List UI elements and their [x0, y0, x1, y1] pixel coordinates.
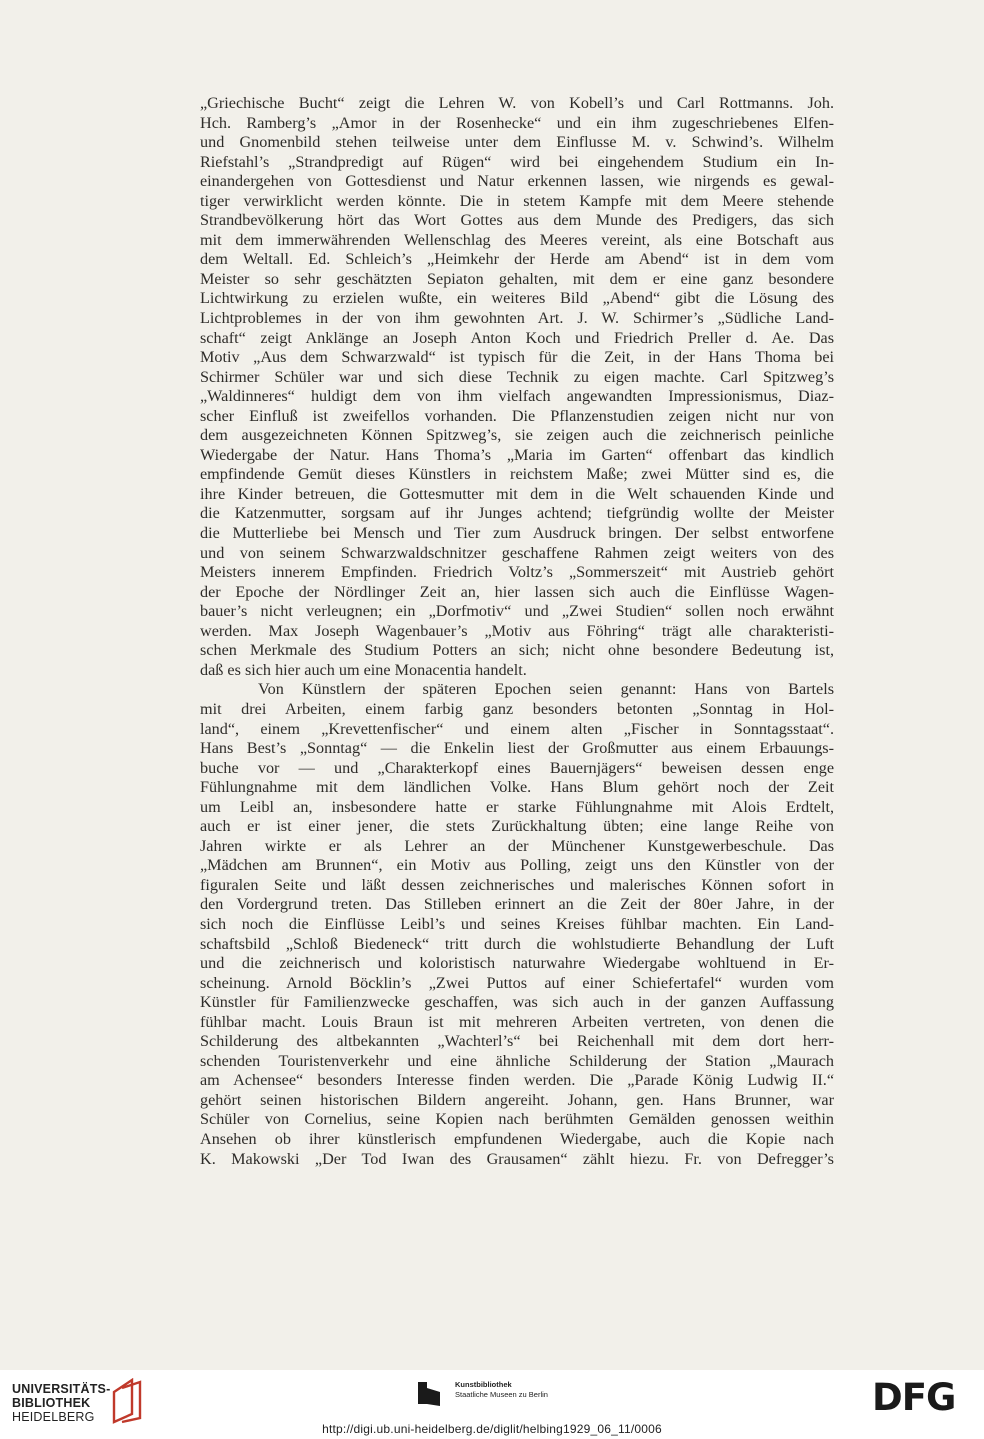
text-line: mit dem immerwährenden Wellenschlag des Meeres vereint, als eine Botschaft aus	[200, 230, 834, 249]
ub-logo-mark-icon	[110, 1378, 144, 1424]
ub-line-3: HEIDELBERG	[12, 1410, 95, 1424]
text-line: Künstler für Familienzwecke geschaffen, was sich auch in der ganzen Auffassung	[200, 993, 834, 1012]
text-line: auch er ist einer jener, die stets Zurückhaltung übten; eine lange Reihe von	[200, 817, 834, 836]
text-line: buche vor — und „Charakterkopf eines Bauernjägers“ beweisen dessen enge	[200, 758, 834, 777]
kb-line-2: Staatliche Museen zu Berlin	[455, 1390, 548, 1399]
text-line: Jahren wirkte er als Lehrer an der Münchener Kunstgewerbeschule. Das	[200, 836, 834, 855]
text-line: land“, einem „Krevettenfischer“ und einem alten „Fischer in Sonntagsstaat“.	[200, 719, 834, 738]
source-url[interactable]: http://digi.ub.uni-heidelberg.de/diglit/helbing1929_06_11/0006	[322, 1422, 662, 1436]
text-line: daß es sich hier auch um eine Monacentia handelt.	[200, 660, 527, 679]
text-line: „Mädchen am Brunnen“, ein Motiv aus Polling, zeigt uns den Künstler von der	[200, 856, 834, 875]
text-line: den Vordergrund treten. Das Stilleben erinnert an die Zeit der 80er Jahre, in der	[200, 895, 834, 914]
text-line: mit drei Arbeiten, einem farbig ganz besonders betonten „Sonntag in Hol-	[200, 699, 834, 718]
text-line: Fühlungnahme mit dem ländlichen Volke. Hans Blum gehört noch der Zeit	[200, 778, 834, 797]
text-line: um Leibl an, insbesondere hatte er starke Fühlungnahme mit Alois Erdtelt,	[200, 797, 834, 816]
text-line: einandergehen von Gottesdienst und Natur erkennen lassen, wie nirgends es gewal-	[200, 172, 834, 191]
footer-bar	[0, 1370, 984, 1439]
kunstbibliothek-wordmark	[455, 1380, 548, 1400]
text-line: werden. Max Joseph Wagenbauer’s „Motiv aus Föhring“ trägt alle charakteristi-	[200, 621, 834, 640]
text-line: Von Künstlern der späteren Epochen seien genannt: Hans von Bartels	[258, 680, 834, 699]
text-line: Hch. Ramberg’s „Amor in der Rosenhecke“ und ein ihm zugeschriebenes Elfen-	[200, 113, 834, 132]
text-line: schaft“ zeigt Anklänge an Joseph Anton Koch und Friedrich Preller d. Ae. Das	[200, 328, 834, 347]
text-line: und von seinem Schwarzwaldschnitzer geschaffene Rahmen zeigt weiters von des	[200, 543, 834, 562]
text-line: bauer’s nicht verleugnen; ein „Dorfmotiv“ und „Zwei Studien“ sollen noch erwähnt	[200, 602, 834, 621]
text-line: sich noch die Einflüsse Leibl’s und seines Kreises fühlbar machten. Ein Land-	[200, 914, 834, 933]
text-line: fühlbar macht. Louis Braun ist mit mehreren Arbeiten vertreten, von denen die	[200, 1012, 834, 1031]
text-line: Motiv „Aus dem Schwarzwald“ ist typisch für die Zeit, in der Hans Thoma bei	[200, 348, 834, 367]
text-line: Lichtproblemes in der von ihm gewohnten Art. J. W. Schirmer’s „Südliche Land-	[200, 309, 834, 328]
text-line: „Griechische Bucht“ zeigt die Lehren W. von Kobell’s und Carl Rottmanns. Joh.	[200, 94, 834, 112]
text-line: die Katzenmutter, sorgsam auf ihr Junges achtend; tiefgründig wollte der Meister	[200, 504, 834, 523]
text-line: ihre Kinder betreuen, die Gottesmutter mit dem in die Welt schauenden Kinde und	[200, 484, 834, 503]
text-line: dem Weltall. Ed. Schleich’s „Heimkehr der Herde am Abend“ ist in dem vom	[200, 250, 834, 269]
ub-heidelberg-logo[interactable]	[12, 1378, 142, 1424]
text-line: Wiedergabe der Natur. Hans Thoma’s „Maria im Garten“ offenbart das kindlich	[200, 445, 834, 464]
ub-heidelberg-wordmark	[12, 1382, 110, 1424]
text-line: und Gnomenbild stehen teilweise unter dem Einflusse M. v. Schwind’s. Wilhelm	[200, 133, 834, 152]
kunstbibliothek-logo[interactable]	[417, 1378, 617, 1418]
text-line: Schilderung des altbekannten „Wachterl’s“ bei Reichenhall mit dem dort herr-	[200, 1032, 834, 1051]
kb-line-1: Kunstbibliothek	[455, 1380, 512, 1389]
ub-line-1: UNIVERSITÄTS-	[12, 1382, 111, 1396]
text-line: Meister so sehr geschätzten Sepiaton gehalten, mit dem er eine ganz besondere	[200, 269, 834, 288]
text-line: gehört seinen historischen Bildern angereiht. Johann, gen. Hans Brunner, war	[200, 1090, 834, 1109]
text-line: empfindende Gemüt dieses Künstlers in reichstem Maße; zwei Mütter sind es, die	[200, 465, 834, 484]
text-line: dem ausgezeichneten Können Spitzweg’s, sie zeigen auch die zeichnerisch peinliche	[200, 426, 834, 445]
text-line: Meisters innerem Empfinden. Friedrich Voltz’s „Sommerszeit“ mit Austrieb gehört	[200, 563, 834, 582]
ub-line-2: BIBLIOTHEK	[12, 1396, 91, 1410]
body-text	[200, 94, 834, 1169]
kunstbibliothek-mark-icon	[417, 1378, 441, 1408]
text-line: Strandbevölkerung hört das Wort Gottes aus dem Munde des Predigers, das sich	[200, 211, 834, 230]
text-line: der Epoche der Nördlinger Zeit an, hier lassen sich auch die Einflüsse Wagen-	[200, 582, 834, 601]
text-line: Lichtwirkung zu erzielen wußte, ein weiteres Bild „Abend“ gibt die Lösung des	[200, 289, 834, 308]
text-line: und die zeichnerisch und koloristisch naturwahre Wiedergabe wohltuend in Er-	[200, 954, 834, 973]
text-line: figuralen Seite und läßt dessen zeichnerisches und malerisches Können sofort in	[200, 875, 834, 894]
text-line: die Mutterliebe bei Mensch und Tier zum Ausdruck bringen. Der selbst entworfene	[200, 524, 834, 543]
text-line: Riefstahl’s „Strandpredigt auf Rügen“ wird bei eingehendem Studium ein In-	[200, 152, 834, 171]
text-line: schenden Touristenverkehr und eine ähnliche Schilderung der Station „Maurach	[200, 1051, 834, 1070]
text-line: Ansehen ob ihrer künstlerisch empfundenen Wiedergabe, auch die Kopie nach	[200, 1129, 834, 1148]
text-line: am Achensee“ besonders Interesse finden werden. Die „Parade König Ludwig II.“	[200, 1071, 834, 1090]
dfg-logo[interactable]: DFG	[872, 1376, 956, 1419]
text-line: K. Makowski „Der Tod Iwan des Grausamen“ zählt hiezu. Fr. von Defregger’s	[200, 1149, 834, 1168]
text-line: Schüler von Cornelius, seine Kopien nach berühmten Gemälden genossen weithin	[200, 1110, 834, 1129]
text-line: schen Merkmale des Studium Potters an sich; nicht ohne besondere Bedeutung ist,	[200, 641, 834, 660]
text-line: tiger verwirklicht werden könnte. Die in stetem Kampfe mit dem Meere stehende	[200, 191, 834, 210]
text-line: schaftsbild „Schloß Biedeneck“ tritt durch die wohlstudierte Behandlung der Luft	[200, 934, 834, 953]
text-line: Schirmer Schüler war und sich diese Technik zu eigen machte. Carl Spitzweg’s	[200, 367, 834, 386]
text-line: scheinung. Arnold Böcklin’s „Zwei Puttos auf einer Schiefertafel“ wurden vom	[200, 973, 834, 992]
text-line: scher Einfluß ist zweifellos vorhanden. Die Pflanzenstudien zeigen nicht nur von	[200, 406, 834, 425]
text-line: Hans Best’s „Sonntag“ — die Enkelin liest der Großmutter aus einem Erbauungs-	[200, 739, 834, 758]
text-line: „Waldinneres“ huldigt dem von ihm vielfach angewandten Impressionismus, Diaz-	[200, 387, 834, 406]
